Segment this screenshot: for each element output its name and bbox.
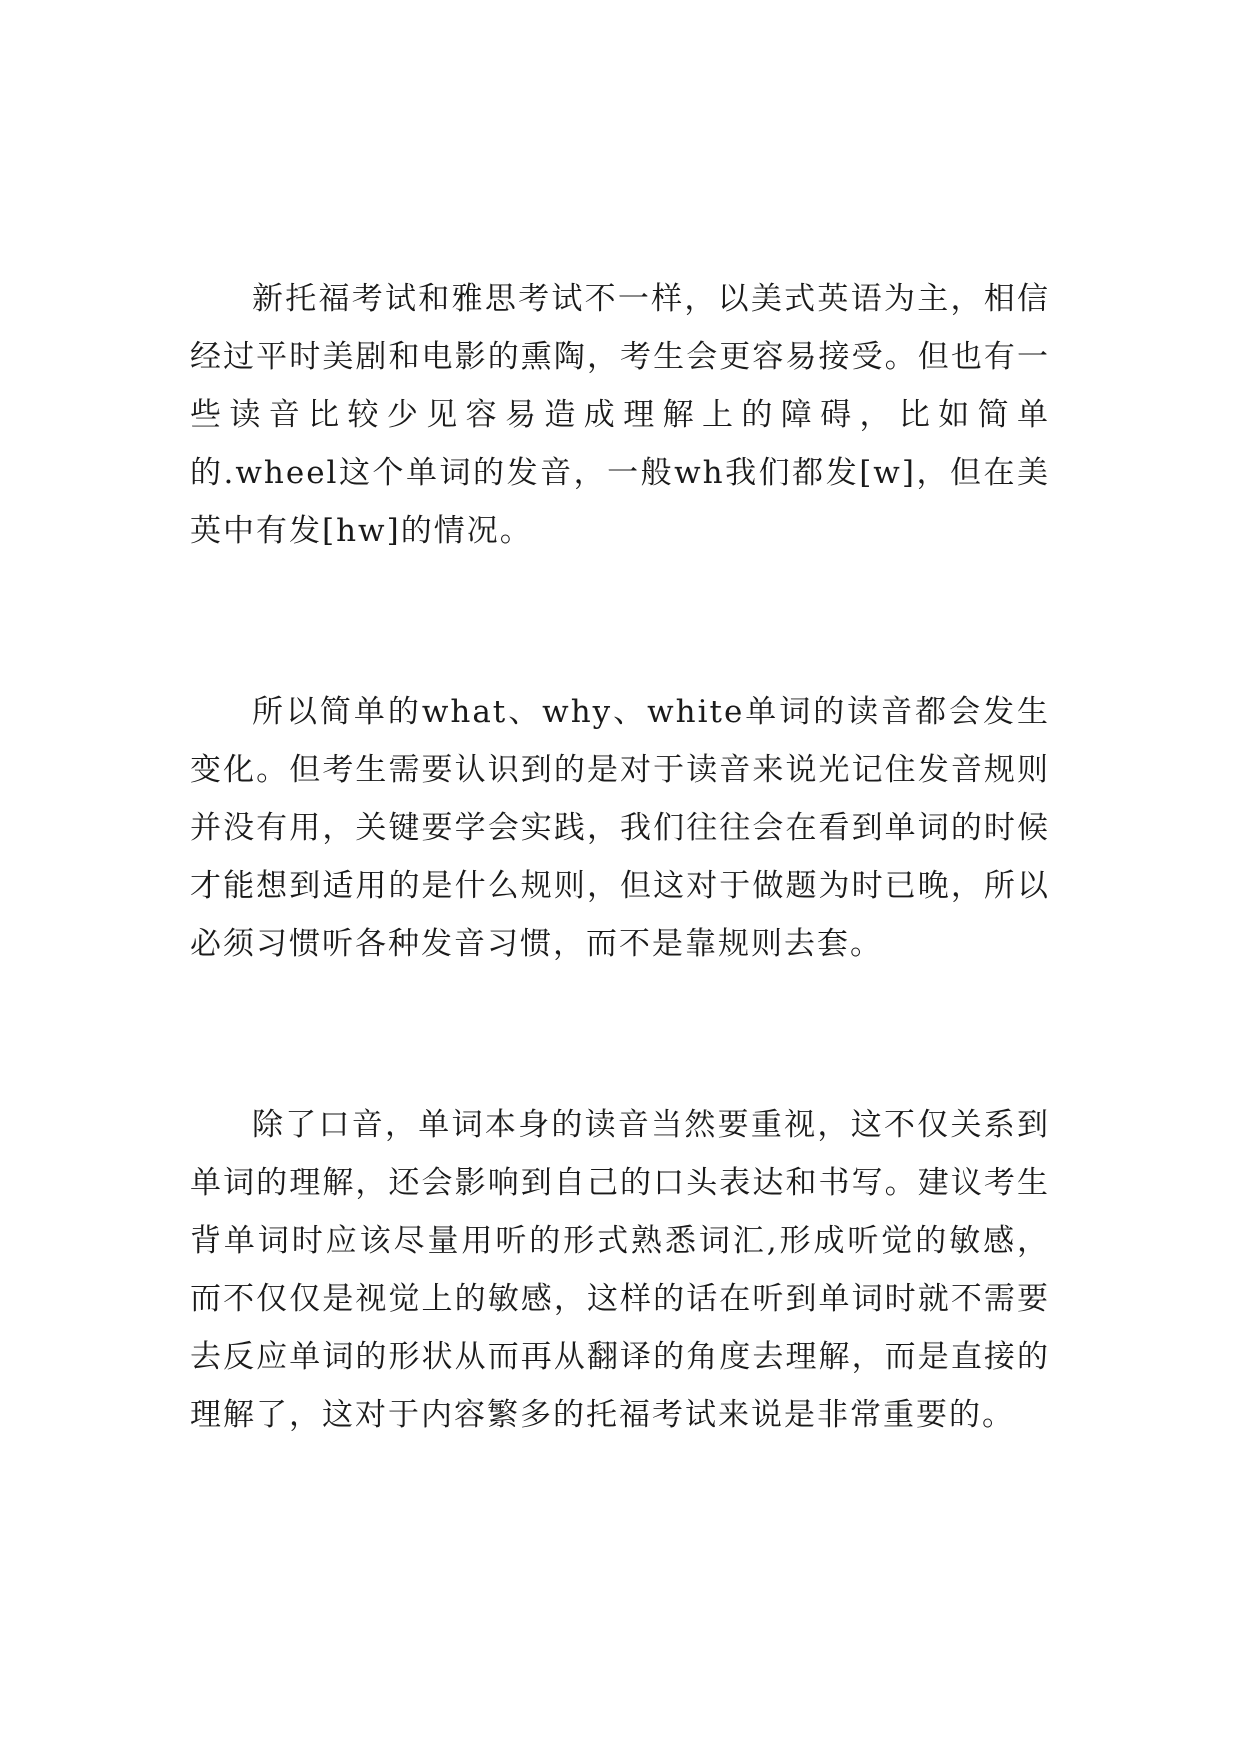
paragraph-vocabulary-listening: 除了口音，单词本身的读音当然要重视，这不仅关系到单词的理解，还会影响到自己的口头表达和书写。建议考生背单词时应该尽量用听的形式熟悉词汇,形成听觉的敏感，而不仅仅是视觉上的敏感，这样的话在听到单词时就不需要去反应单词的形状从而再从翻译的角度去理解，而是直接的理解了，这对于内容繁多的托福考试来说是非常重要的。	[190, 1107, 1050, 1433]
paragraph-pronunciation-accent: 新托福考试和雅思考试不一样，以美式英语为主，相信经过平时美剧和电影的熏陶，考生会更容易接受。但也有一些读音比较少见容易造成理解上的障碍，比如简单的.wheel这个单词的发音，一般wh我们都发[w]，但在美英中有发[hw]的情况。	[190, 281, 1050, 549]
paragraph-pronunciation-practice: 所以简单的what、why、white单词的读音都会发生变化。但考生需要认识到的是对于读音来说光记住发音规则并没有用，关键要学会实践，我们往往会在看到单词的时候才能想到适用的是什么规则，但这对于做题为时已晚，所以必须习惯听各种发音习惯，而不是靠规则去套。	[190, 694, 1050, 962]
